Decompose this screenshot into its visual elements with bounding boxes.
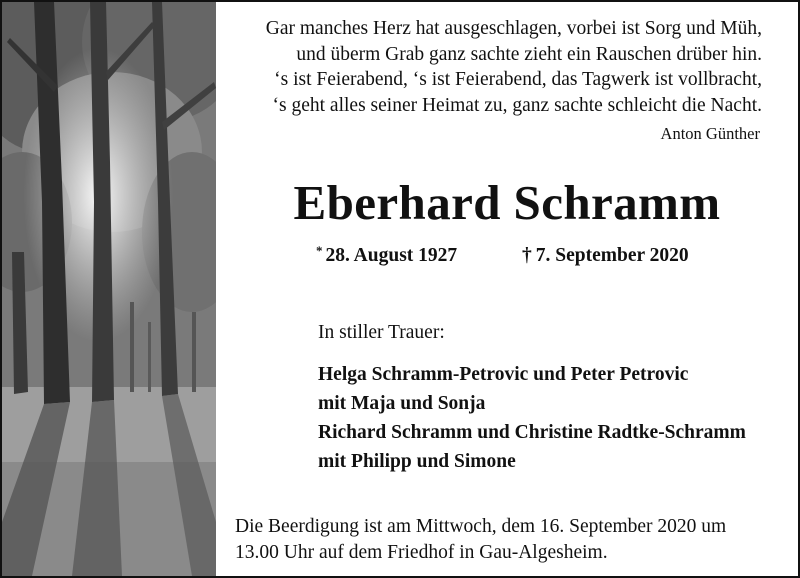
mourning-label: In stiller Trauer: — [318, 322, 445, 343]
death-cross-icon: † — [522, 245, 532, 266]
poem-line: ‘s ist Feierabend, ‘s ist Feierabend, das Tagwerk ist vollbracht, — [274, 69, 762, 90]
poem-line: Gar manches Herz hat ausgeschlagen, vorbei ist Sorg und Müh, — [265, 18, 762, 39]
death-date-line — [522, 245, 689, 267]
poem-line: ‘s geht alles seiner Heimat zu, ganz sachte schleicht die Nacht. — [272, 94, 762, 116]
mourner-line: mit Philipp und Simone — [318, 451, 516, 472]
birth-star-icon: * — [316, 243, 323, 258]
mourner-line: mit Maja und Sonja — [318, 393, 486, 414]
birth-date: 28. August 1927 — [325, 245, 458, 266]
death-date: 7. September 2020 — [535, 245, 689, 266]
mourner-line: Helga Schramm-Petrovic und Peter Petrovic — [318, 364, 689, 385]
mourner-line: Richard Schramm und Christine Radtke-Schramm — [318, 422, 746, 443]
birth-date-line — [316, 245, 457, 267]
forest-illustration — [2, 2, 216, 576]
poem-block — [226, 16, 762, 118]
funeral-line: 13.00 Uhr auf dem Friedhof in Gau-Algesheim. — [235, 542, 608, 563]
poem-author: Anton Günther — [660, 124, 760, 143]
poem-line: und überm Grab ganz sachte zieht ein Rauschen drüber hin. — [296, 43, 762, 65]
funeral-info — [235, 514, 726, 566]
forest-photo — [2, 2, 216, 576]
funeral-line: Die Beerdigung ist am Mittwoch, dem 16. September 2020 um — [235, 516, 727, 537]
mourners-list — [318, 360, 746, 476]
deceased-name: Eberhard Schramm — [293, 175, 721, 230]
